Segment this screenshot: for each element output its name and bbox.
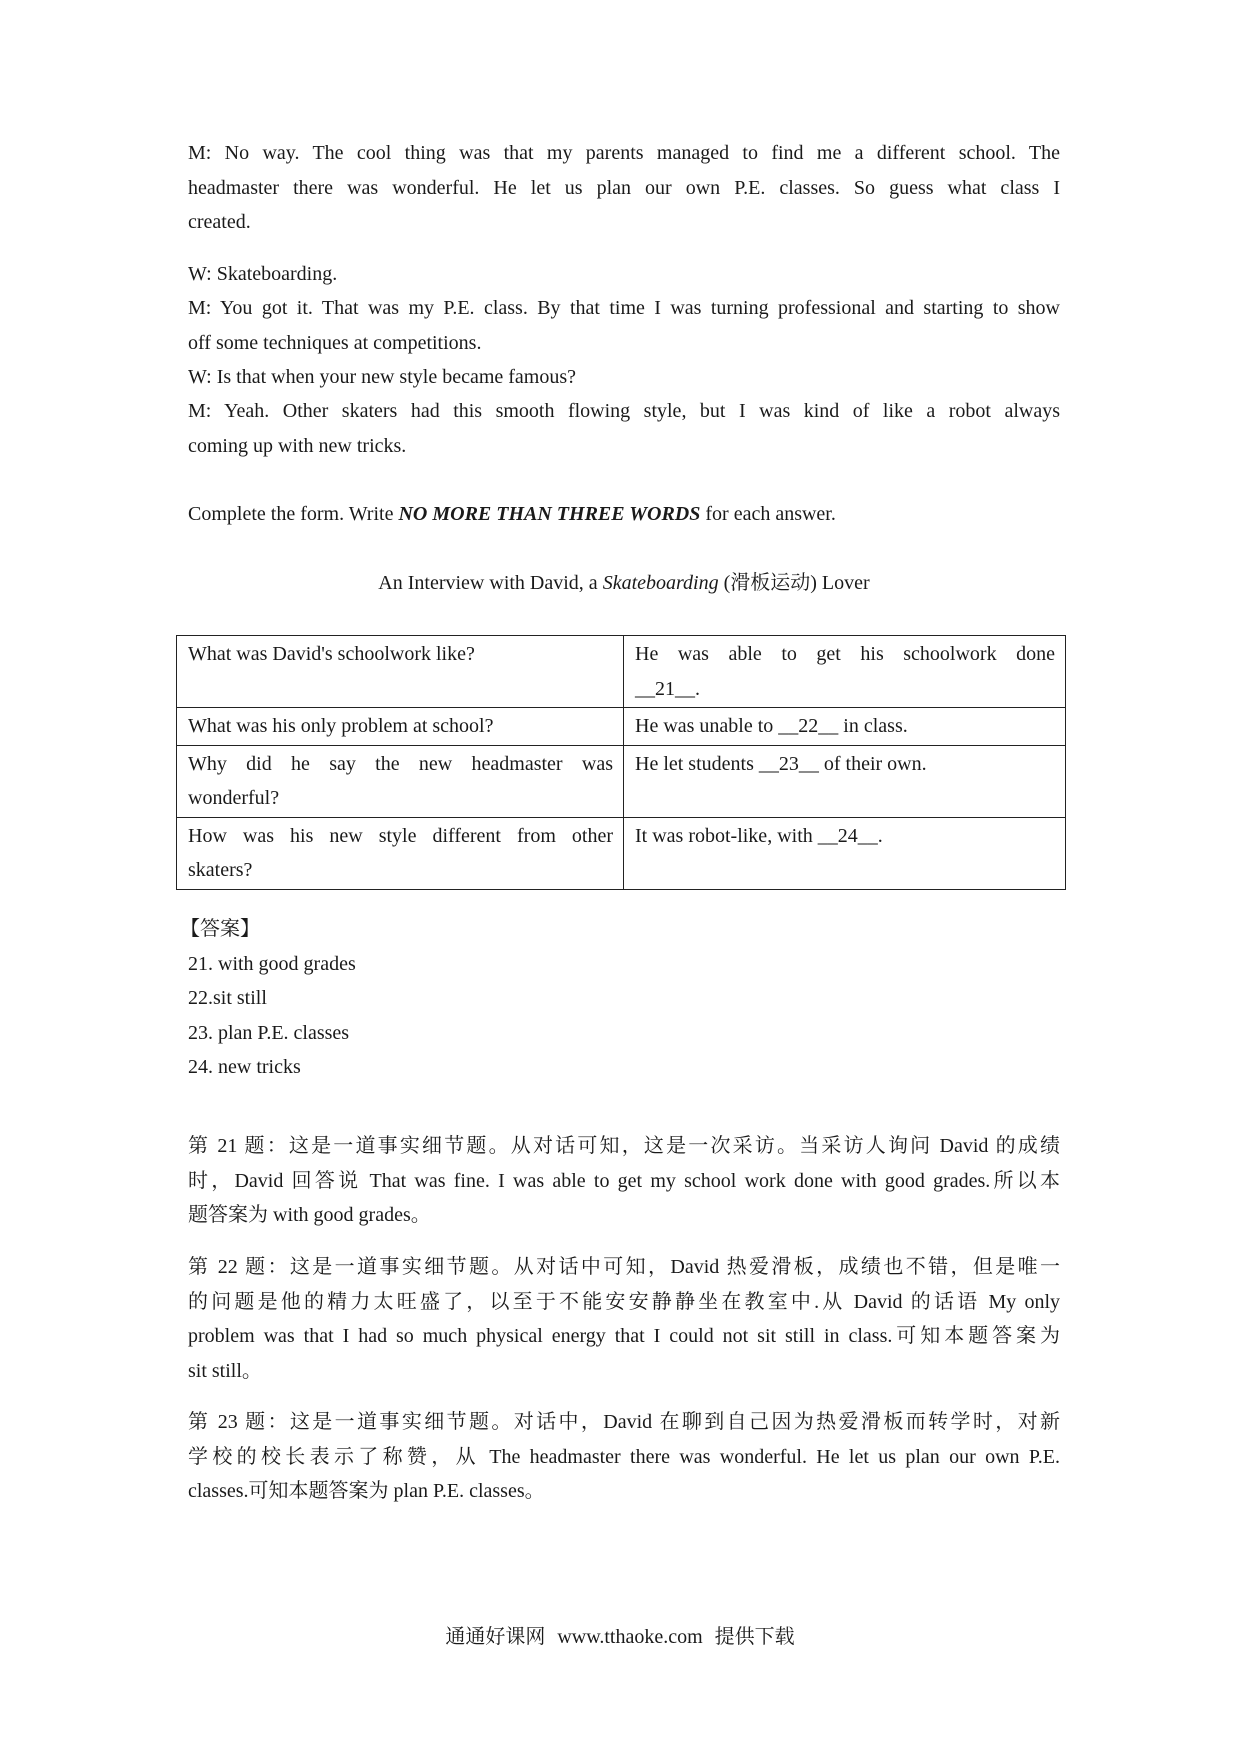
text-line: headmaster there was wonderful. He let us plan our own P.E. classes. So guess what class I [188,176,1060,199]
text-line: 题答案为 with good grades。 [188,1204,431,1226]
text-line: 学校的校长表示了称赞，从 The headmaster there was wonderful. He let us plan our own P.E. [188,1445,1060,1468]
text-line: 第 23 题：这是一道事实细节题。对话中，David 在聊到自己因为热爱滑板而转学时，对新 [188,1411,1060,1433]
answer-item: 24. new tricks [188,1056,301,1078]
instruction-emphasis: NO MORE THAN THREE WORDS [398,503,701,525]
text-line: sit still。 [188,1359,262,1382]
instruction-text: Complete the form. Write NO MORE THAN THREE WORDS for each answer. [188,503,836,525]
text-line: classes.可知本题答案为 plan P.E. classes。 [188,1480,545,1502]
text-line: M: No way. The cool thing was that my parents managed to find me a different school. The [188,142,1060,164]
text-line: 时，David 回答说 That was fine. I was able to get my school work done with good grades.所以本 [188,1169,1060,1192]
footer-note: 提供下载 [714,1626,795,1648]
question-cell: What was David's schoolwork like? [177,636,624,708]
dialogue-paragraph [188,291,1060,360]
dialogue-paragraph [188,394,1060,463]
table-row [177,708,1066,746]
answer-cell: It was robot-like, with __24__. [624,817,1066,889]
dialogue-paragraph [188,257,1060,292]
text-line: off some techniques at competitions. [188,331,482,354]
page-footer [0,1622,1240,1652]
text-line: M: You got it. That was my P.E. class. By that time I was turning professional and starting to show [188,297,1060,319]
table-row [177,817,1066,889]
text-line: M: Yeah. Other skaters had this smooth flowing style, but I was kind of like a robot always [188,400,1060,422]
explanation-paragraph [188,1250,1060,1388]
question-cell: Why did he say the new headmaster was wonderful? [177,745,624,817]
answer-section [180,912,356,1085]
answer-item: 22.sit still [188,987,267,1009]
answer-heading: 【答案】 [180,918,260,940]
text-line: created. [188,211,251,233]
answer-item: 23. plan P.E. classes [188,1021,350,1044]
text-line: 第 21 题：这是一道事实细节题。从对话可知，这是一次采访。当采访人询问 David 的成绩 [188,1135,1060,1157]
question-cell: How was his new style different from other skaters? [177,817,624,889]
table-row [177,636,1066,708]
form-title: An Interview with David, a Skateboarding (滑板运动) Lover [378,572,870,594]
table-row [177,745,1066,817]
footer-url[interactable]: www.tthaoke.com [557,1626,703,1648]
text-line: problem was that I had so much physical energy that I could not sit still in class.可知本题答案为 [188,1325,1060,1347]
footer-site-name: 通通好课网 [445,1626,546,1648]
text-line: coming up with new tricks. [188,434,407,457]
text-line: W: Is that when your new style became famous? [188,366,577,388]
interview-form-table [176,635,1066,890]
answer-cell: He let students __23__ of their own. [624,745,1066,817]
question-cell: What was his only problem at school? [177,708,624,746]
answer-cell: He was able to get his schoolwork done __21__. [624,636,1066,708]
explanation-paragraph [188,1129,1060,1233]
dialogue-paragraph [188,360,1060,395]
answer-item: 21. with good grades [188,952,356,975]
answer-cell: He was unable to __22__ in class. [624,708,1066,746]
dialogue-paragraph [188,136,1060,240]
text-line: 的问题是他的精力太旺盛了，以至于不能安安静静坐在教室中.从 David 的话语 My only [188,1290,1060,1313]
text-line: 第 22 题：这是一道事实细节题。从对话中可知，David 热爱滑板，成绩也不错，但是唯一 [188,1256,1060,1278]
explanation-paragraph [188,1405,1060,1509]
text-line: W: Skateboarding. [188,263,338,285]
